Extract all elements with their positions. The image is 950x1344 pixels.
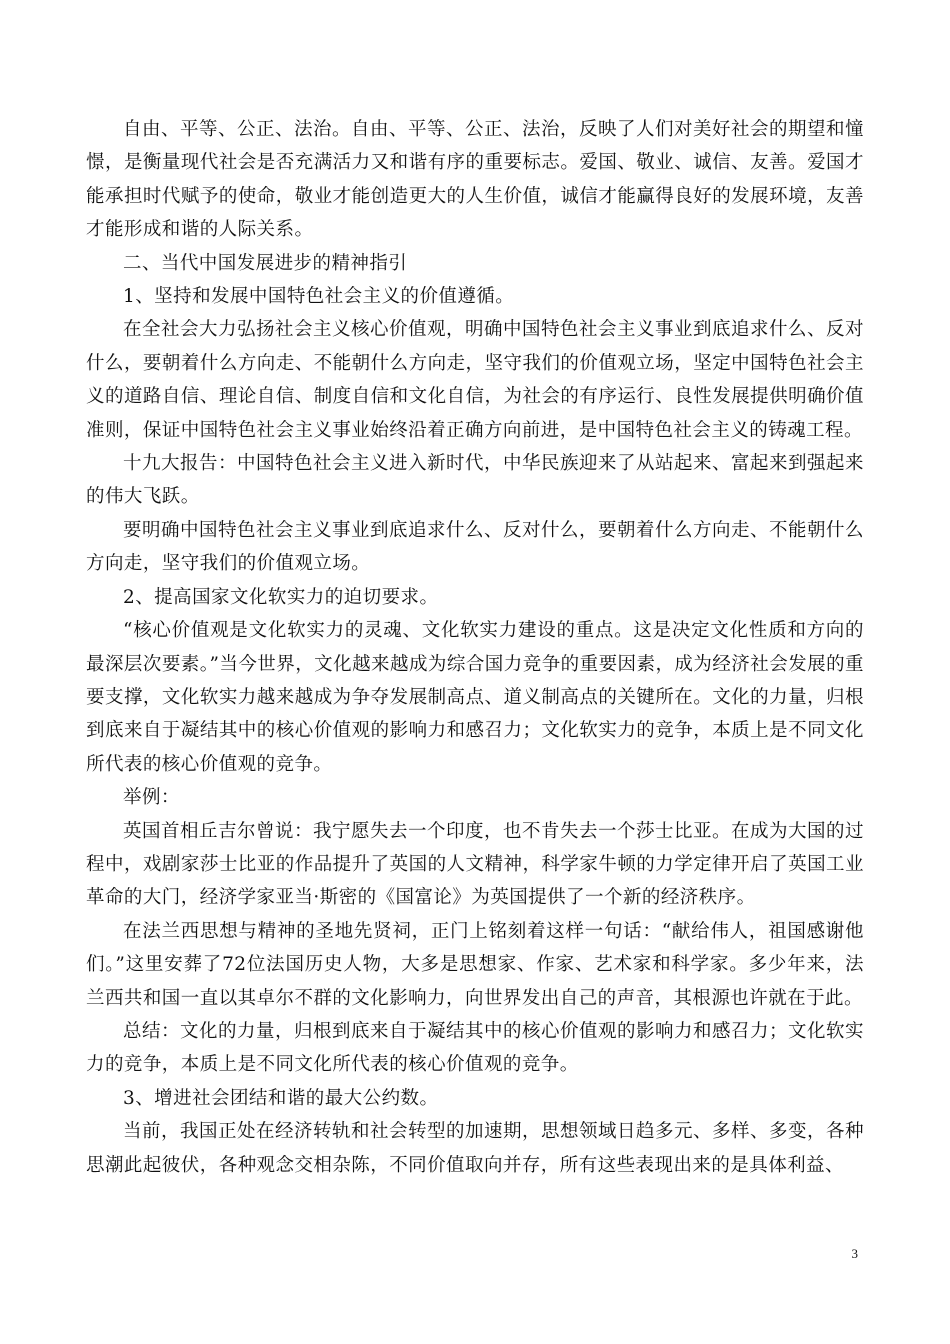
paragraph: 十九大报告：中国特色社会主义进入新时代，中华民族迎来了从站起来、富起来到强起来的伟大飞跃。 bbox=[86, 453, 864, 508]
section-heading: 二、当代中国发展进步的精神指引 bbox=[123, 252, 408, 274]
paragraph: 举例： bbox=[123, 787, 180, 809]
paragraph: 在法兰西思想与精神的圣地先贤祠，正门上铭刻着这样一句话：“献给伟人，祖国感谢他们。”这里安葬了72位法国历史人物，大多是思想家、作家、艺术家和科学家。多少年来，法兰西共和国一直以其卓尔不群的文化影响力，向世界发出自己的声音，其根源也许就在于此。 bbox=[86, 920, 864, 1009]
page-number: 3 bbox=[851, 1246, 858, 1261]
subsection-heading: 3、增进社会团结和谐的最大公约数。 bbox=[123, 1087, 439, 1109]
paragraph: 总结：文化的力量，归根到底来自于凝结其中的核心价值观的影响力和感召力；文化软实力的竞争，本质上是不同文化所代表的核心价值观的竞争。 bbox=[86, 1020, 864, 1076]
paragraph: 要明确中国特色社会主义事业到底追求什么、反对什么，要朝着什么方向走、不能朝什么方向走，坚守我们的价值观立场。 bbox=[86, 519, 864, 575]
paragraph: 英国首相丘吉尔曾说：我宁愿失去一个印度，也不肯失去一个莎士比亚。在成为大国的过程中，戏剧家莎士比亚的作品提升了英国的人文精神，科学家牛顿的力学定律开启了英国工业革命的大门，经济学家亚当·斯密的《国富论》为英国提供了一个新的经济秩序。 bbox=[86, 820, 864, 909]
paragraph: 当前，我国正处在经济转轨和社会转型的加速期，思想领域日趋多元、多样、多变，各种思潮此起彼伏，各种观念交相杂陈，不同价值取向并存，所有这些表现出来的是具体利益、 bbox=[86, 1121, 864, 1176]
paragraph: 自由、平等、公正、法治。自由、平等、公正、法治，反映了人们对美好社会的期望和憧憬，是衡量现代社会是否充满活力又和谐有序的重要标志。爱国、敬业、诚信、友善。爱国才能承担时代赋予的使命，敬业才能创造更大的人生价值，诚信才能赢得良好的发展环境，友善才能形成和谐的人际关系。 bbox=[86, 119, 864, 241]
subsection-heading: 2、提高国家文化软实力的迫切要求。 bbox=[123, 586, 439, 608]
paragraph: 在全社会大力弘扬社会主义核心价值观，明确中国特色社会主义事业到底追求什么、反对什么，要朝着什么方向走、不能朝什么方向走，坚守我们的价值观立场，坚定中国特色社会主义的道路自信、理论自信、制度自信和文化自信，为社会的有序运行、良性发展提供明确价值准则，保证中国特色社会主义事业始终沿着正确方向前进，是中国特色社会主义的铸魂工程。 bbox=[86, 319, 864, 441]
subsection-heading: 1、坚持和发展中国特色社会主义的价值遵循。 bbox=[123, 286, 515, 308]
document-body bbox=[86, 113, 864, 1182]
paragraph: “核心价值观是文化软实力的灵魂、文化软实力建设的重点。这是决定文化性质和方向的最深层次要素。”当今世界，文化越来越成为综合国力竞争的重要因素，成为经济社会发展的重要支撑，文化软实力越来越成为争夺发展制高点、道义制高点的关键所在。文化的力量，归根到底来自于凝结其中的核心价值观的影响力和感召力；文化软实力的竞争，本质上是不同文化所代表的核心价值观的竞争。 bbox=[86, 620, 864, 775]
